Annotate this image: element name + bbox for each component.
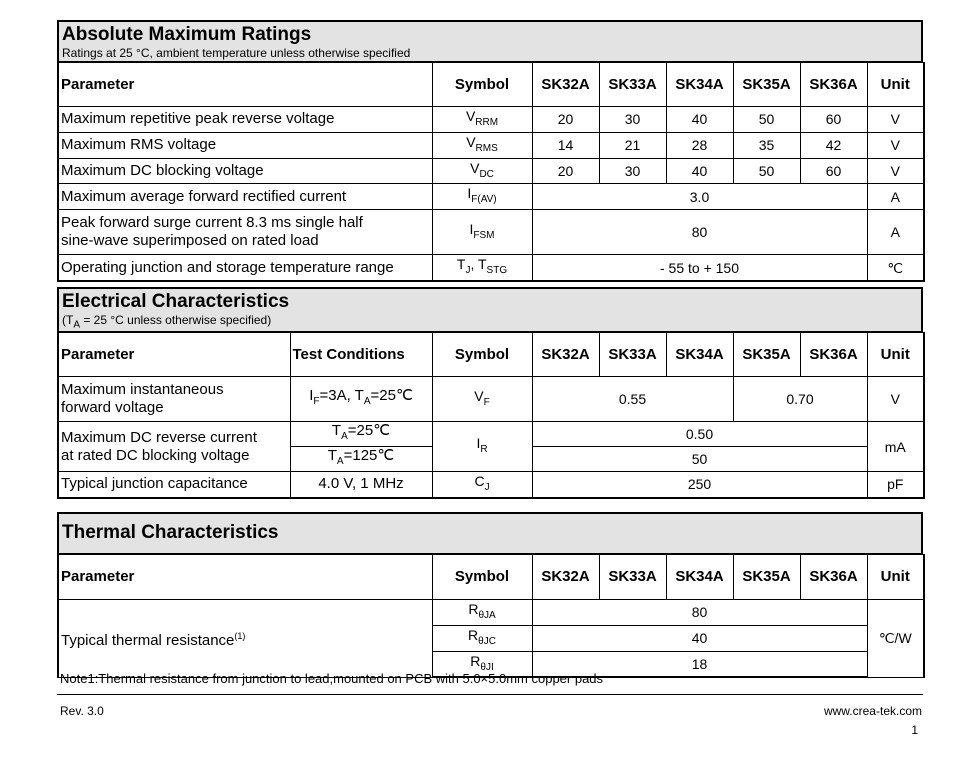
value-cell: 0.55 [532, 377, 733, 422]
value-cell: 20 [532, 107, 599, 133]
symbol-cell: $R_{\theta JA}$ [432, 600, 532, 626]
table-row [58, 132, 924, 158]
value-cell: 20 [532, 158, 599, 184]
table-header-row [58, 333, 924, 377]
condition-cell: 4.0 V, 1 MHz [290, 472, 432, 498]
col-header-unit: Unit [867, 333, 924, 377]
value-cell: 50 [532, 447, 867, 472]
section-title: Thermal Characteristics [62, 522, 279, 543]
col-header-unit: Unit [867, 63, 924, 107]
thermal-section [57, 512, 923, 678]
unit-cell: V [867, 132, 924, 158]
col-header-part: SK33A [599, 555, 666, 600]
absolute-max-section [57, 20, 923, 282]
unit-cell: ℃ [867, 255, 924, 281]
thermal-header [57, 512, 923, 554]
value-cell: 60 [800, 107, 867, 133]
table-row [58, 377, 924, 422]
thermal-table [57, 554, 925, 678]
symbol-cell: $I_{F(AV)}$ [432, 184, 532, 210]
col-header-symbol: Symbol [432, 333, 532, 377]
param-cell: Maximum RMS voltage [58, 132, 432, 158]
value-cell: 30 [599, 107, 666, 133]
value-cell: 3.0 [532, 184, 867, 210]
col-header-parameter: Parameter [58, 333, 290, 377]
param-cell: Maximum DC reverse current at rated DC blocking voltage [58, 422, 290, 472]
unit-cell: A [867, 184, 924, 210]
symbol-cell: $V_{DC}$ [432, 158, 532, 184]
value-cell: 80 [532, 600, 867, 626]
table-header-row [58, 555, 924, 600]
table-row [58, 422, 924, 447]
table-row [58, 184, 924, 210]
col-header-part: SK33A [599, 63, 666, 107]
section-title: Absolute Maximum Ratings [62, 24, 312, 45]
param-cell: Typical junction capacitance [58, 472, 290, 498]
table-row [58, 158, 924, 184]
value-cell: 40 [532, 625, 867, 651]
col-header-part: SK34A [666, 555, 733, 600]
col-header-part: SK34A [666, 63, 733, 107]
table-header-row [58, 63, 924, 107]
col-header-unit: Unit [867, 555, 924, 600]
col-header-part: SK32A [532, 555, 599, 600]
symbol-cell: $C_J$ [432, 472, 532, 498]
value-cell: 80 [532, 210, 867, 255]
col-header-part: SK36A [800, 333, 867, 377]
col-header-test-conditions: Test Conditions [290, 333, 432, 377]
value-cell: 60 [800, 158, 867, 184]
param-cell: Maximum DC blocking voltage [58, 158, 432, 184]
col-header-symbol: Symbol [432, 555, 532, 600]
value-cell: 42 [800, 132, 867, 158]
value-cell: 0.50 [532, 422, 867, 447]
col-header-parameter: Parameter [58, 555, 432, 600]
value-cell: 14 [532, 132, 599, 158]
absolute-max-header [57, 20, 923, 62]
value-cell: 0.70 [733, 377, 867, 422]
col-header-parameter: Parameter [58, 63, 432, 107]
col-header-part: SK35A [733, 333, 800, 377]
symbol-cell: $V_F$ [432, 377, 532, 422]
col-header-part: SK32A [532, 333, 599, 377]
symbol-cell: $V_{RRM}$ [432, 107, 532, 133]
param-cell: Maximum repetitive peak reverse voltage [58, 107, 432, 133]
table-row [58, 600, 924, 626]
param-cell: Typical thermal resistance$^{(1)}$ [58, 600, 432, 678]
electrical-section [57, 287, 923, 499]
col-header-symbol: Symbol [432, 63, 532, 107]
unit-cell: V [867, 107, 924, 133]
value-cell: 50 [733, 107, 800, 133]
unit-cell: ℃/W [867, 600, 924, 678]
revision-label: Rev. 3.0 [60, 704, 104, 718]
value-cell: 50 [733, 158, 800, 184]
unit-cell: V [867, 377, 924, 422]
section-title: Electrical Characteristics [62, 291, 290, 312]
condition-cell: $T_A=25℃$ [290, 422, 432, 447]
value-cell: - 55 to + 150 [532, 255, 867, 281]
symbol-cell: $I_R$ [432, 422, 532, 472]
website-link[interactable]: www.crea-tek.com [823, 704, 922, 718]
symbol-cell: $R_{\theta JC}$ [432, 625, 532, 651]
electrical-table [57, 332, 925, 499]
page-number: 1 [911, 723, 918, 737]
unit-cell: V [867, 158, 924, 184]
value-cell: 250 [532, 472, 867, 498]
absolute-max-table [57, 62, 925, 282]
footer-divider [57, 694, 923, 695]
section-subtitle: ($T_A = 25$ °C unless otherwise specified) [62, 313, 272, 331]
col-header-part: SK33A [599, 333, 666, 377]
param-cell: Maximum instantaneous forward voltage [58, 377, 290, 422]
unit-cell: pF [867, 472, 924, 498]
unit-cell: A [867, 210, 924, 255]
symbol-cell: $T_J$, $T_{STG}$ [432, 255, 532, 281]
param-cell: Peak forward surge current 8.3 ms single half sine-wave superimposed on rated load [58, 210, 432, 255]
symbol-cell: $I_{FSM}$ [432, 210, 532, 255]
symbol-cell: $R_{\theta JI}$ [432, 651, 532, 677]
value-cell: 35 [733, 132, 800, 158]
col-header-part: SK35A [733, 555, 800, 600]
col-header-part: SK34A [666, 333, 733, 377]
unit-cell: mA [867, 422, 924, 472]
table-row [58, 210, 924, 255]
table-row [58, 107, 924, 133]
col-header-part: SK36A [800, 555, 867, 600]
value-cell: 28 [666, 132, 733, 158]
table-row [58, 255, 924, 281]
col-header-part: SK32A [532, 63, 599, 107]
electrical-header [57, 287, 923, 332]
param-cell: Maximum average forward rectified current [58, 184, 432, 210]
col-header-part: SK35A [733, 63, 800, 107]
table-row [58, 472, 924, 498]
value-cell: 40 [666, 158, 733, 184]
value-cell: 18 [532, 651, 867, 677]
param-cell: Operating junction and storage temperature range [58, 255, 432, 281]
condition-cell: $T_A=125℃$ [290, 447, 432, 472]
value-cell: 30 [599, 158, 666, 184]
section-subtitle: Ratings at 25 °C, ambient temperature unless otherwise specified [62, 46, 411, 60]
condition-cell: $I_F=3A$, $T_A=25℃$ [290, 377, 432, 422]
col-header-part: SK36A [800, 63, 867, 107]
symbol-cell: $V_{RMS}$ [432, 132, 532, 158]
value-cell: 21 [599, 132, 666, 158]
value-cell: 40 [666, 107, 733, 133]
thermal-note: Note1:Thermal resistance from junction to lead,mounted on PCB with 5.0×5.0mm copper pads [60, 671, 604, 686]
